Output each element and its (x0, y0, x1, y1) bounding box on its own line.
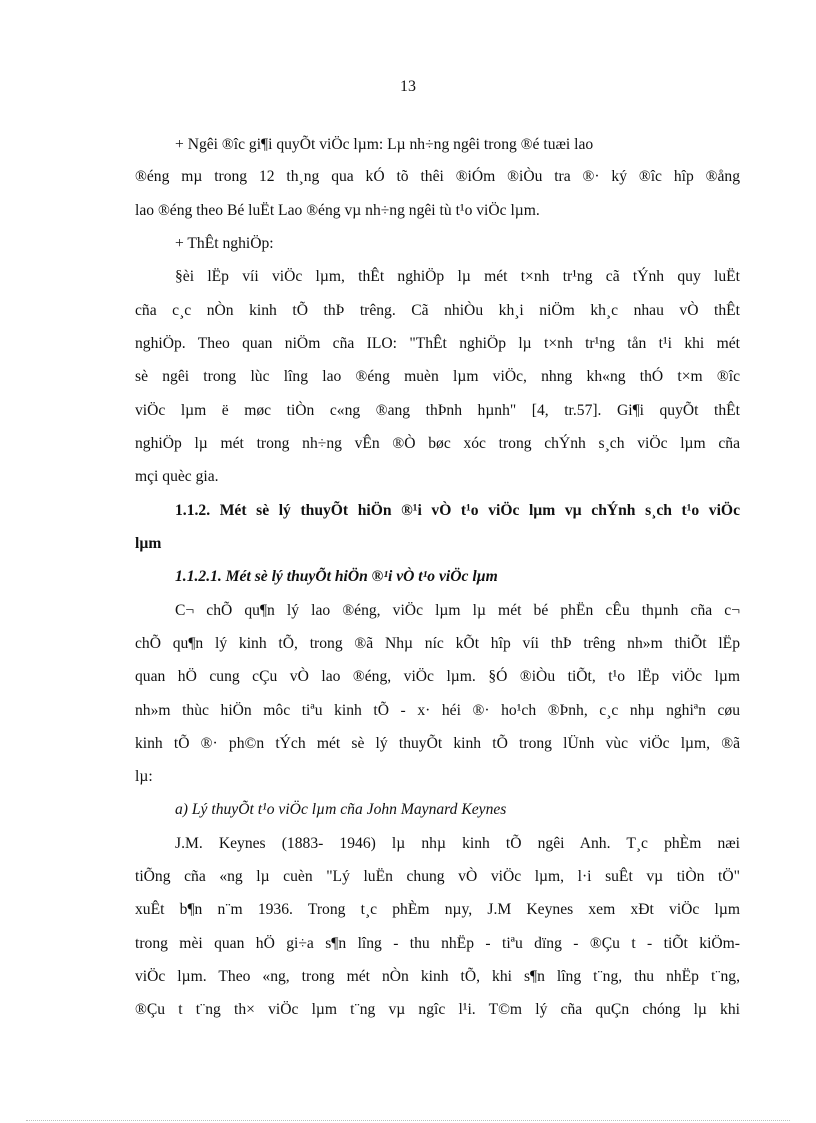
text-line-24: xuÊt b¶n n¨m 1936. Trong t¸c phÈm nµy, J.M Keynes xem xÐt viÖc lµm (135, 901, 740, 918)
text-line-27: ®Çu t t¨ng th× viÖc lµm t¨ng vµ ngîc l¹i. T©m lý cña quÇn chóng lµ khi (135, 1001, 740, 1018)
text-line-8: sè ngêi trong lùc lîng lao ®éng muèn lµm viÖc, nhng kh«ng thÓ t×m ®îc (135, 368, 740, 385)
text-line-5: §èi lËp víi viÖc lµm, thÊt nghiÖp lµ mét t×nh tr¹ng cã tÝnh quy luËt (175, 268, 740, 285)
text-line-2: ®éng mµ trong 12 th¸ng qua kÓ tõ thêi ®iÓm ®iÒu tra ®· ký ®îc hîp ®ång (135, 168, 740, 185)
text-line-1: + Ngêi ®îc gi¶i quyÕt viÖc lµm: Lµ nh÷ng ngêi trong ®é tuæi lao (175, 136, 594, 153)
text-line-3: lao ®éng theo Bé luËt Lao ®éng vµ nh÷ng ngêi tù t¹o viÖc lµm. (135, 202, 540, 219)
text-line-16: chÕ qu¶n lý kinh tÕ, trong ®ã Nhµ níc kÕt hîp víi thÞ trêng nh»m thiÕt lËp (135, 635, 740, 652)
text-line-25: trong mèi quan hÖ gi÷a s¶n lîng - thu nhËp - tiªu dïng - ®Çu t - tiÕt kiÖm- (135, 935, 740, 952)
page-bottom-divider (26, 1120, 790, 1121)
text-line-4: + ThÊt nghiÖp: (175, 235, 274, 252)
subheading-keynes: a) Lý thuyÕt t¹o viÖc lµm cña John Maynard Keynes (175, 801, 507, 818)
text-line-18: nh»m thùc hiÖn môc tiªu kinh tÕ - x· héi ®· ho¹ch ®Þnh, c¸c nhµ nghiªn cøu (135, 702, 740, 719)
page-number: 13 (400, 78, 416, 95)
text-line-7: nghiÖp. Theo quan niÖm cña ILO: "ThÊt nghiÖp lµ t×nh tr¹ng tån t¹i khi mét (135, 335, 740, 352)
text-line-23: tiÕng cña «ng lµ cuèn "Lý luËn chung vÒ viÖc lµm, l·i suÊt vµ tiÒn tÖ" (135, 868, 740, 885)
text-line-17: quan hÖ cung cÇu vÒ lao ®éng, viÖc lµm. §Ó ®iÒu tiÕt, t¹o lËp viÖc lµm (135, 668, 740, 685)
text-line-6: cña c¸c nÒn kinh tÕ thÞ trêng. Cã nhiÒu kh¸i niÖm kh¸c nhau vÒ thÊt (135, 302, 740, 319)
text-line-20: lµ: (135, 768, 153, 785)
text-line-15: C¬ chÕ qu¶n lý lao ®éng, viÖc lµm lµ mét bé phËn cÊu thµnh cña c¬ (175, 602, 740, 619)
text-line-22: J.M. Keynes (1883- 1946) lµ nhµ kinh tÕ ngêi Anh. T¸c phÈm næi (175, 835, 740, 852)
text-line-11: mçi quèc gia. (135, 468, 219, 485)
heading-1-1-2-cont: lµm (135, 535, 162, 552)
text-line-19: kinh tÕ ®· ph©n tÝch mét sè lý thuyÕt kinh tÕ trong lÜnh vùc viÖc lµm, ®ã (135, 735, 740, 752)
text-line-10: nghiÖp lµ mét trong nh÷ng vÊn ®Ò bøc xóc trong chÝnh s¸ch viÖc lµm cña (135, 435, 740, 452)
text-line-26: viÖc lµm. Theo «ng, trong mét nÒn kinh tÕ, khi s¶n lîng t¨ng, thu nhËp t¨ng, (135, 968, 740, 985)
text-line-9: viÖc lµm ë møc tiÒn c«ng ®ang thÞnh hµnh" [4, tr.57]. Gi¶i quyÕt thÊt (135, 402, 740, 419)
heading-1-1-2: 1.1.2. Mét sè lý thuyÕt hiÖn ®¹i vÒ t¹o viÖc lµm vµ chÝnh s¸ch t¹o viÖc (175, 502, 740, 519)
heading-1-1-2-1: 1.1.2.1. Mét sè lý thuyÕt hiÖn ®¹i vÒ t¹o viÖc lµm (175, 568, 498, 585)
